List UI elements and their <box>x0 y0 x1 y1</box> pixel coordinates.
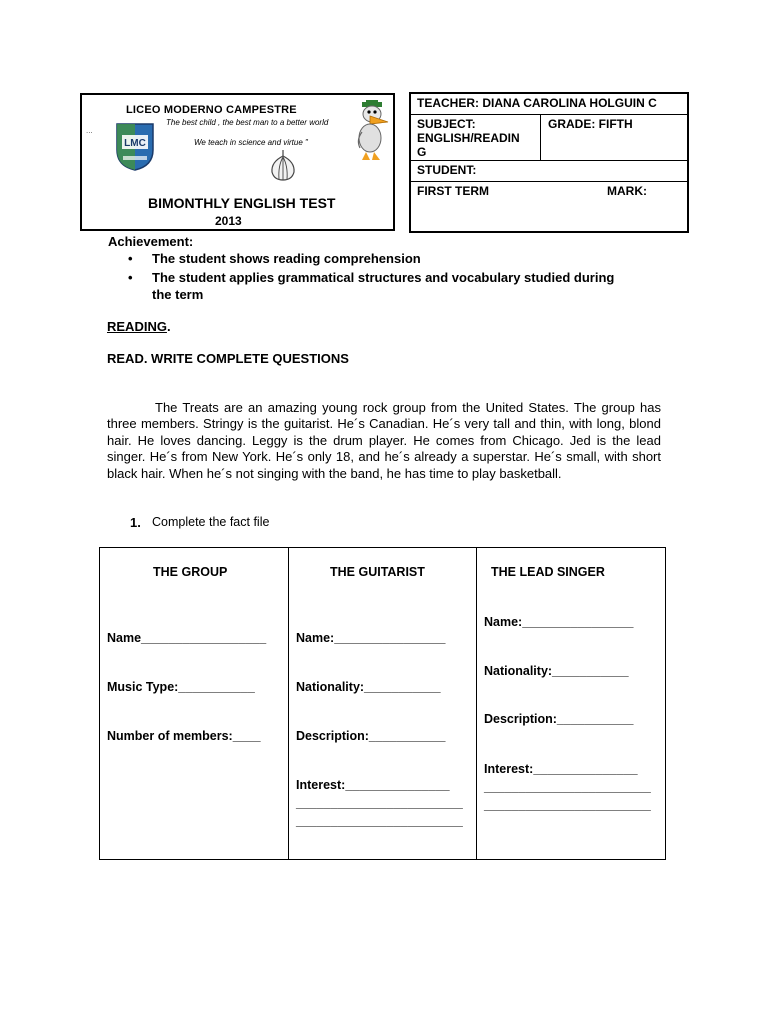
info-table-divider <box>411 114 687 115</box>
subject-value-cont: G <box>417 145 427 159</box>
guitarist-interest-field[interactable]: Interest:_______________ <box>296 778 450 792</box>
singer-nationality-field[interactable]: Nationality:___________ <box>484 664 629 678</box>
guitarist-title: THE GUITARIST <box>330 565 425 579</box>
singer-interest-field[interactable]: Interest:_______________ <box>484 762 638 776</box>
fact-table-divider <box>288 548 289 859</box>
term-field: FIRST TERM <box>417 184 489 198</box>
group-members-field[interactable]: Number of members:____ <box>107 729 261 743</box>
guitarist-description-field[interactable]: Description:___________ <box>296 729 446 743</box>
test-year: 2013 <box>215 214 242 228</box>
info-table <box>409 92 689 233</box>
grade-field: GRADE: FIFTH <box>548 117 633 131</box>
header-dots: ... <box>86 126 93 135</box>
logo-text: LMC <box>124 138 146 149</box>
pelican-mascot-icon <box>352 100 392 166</box>
achievement-item: The student shows reading comprehension <box>152 251 421 266</box>
question-number: 1. <box>130 515 141 530</box>
student-field[interactable]: STUDENT: <box>417 163 477 177</box>
singer-title: THE LEAD SINGER <box>491 565 605 579</box>
achievement-item-cont: the term <box>152 287 204 302</box>
reading-passage: The Treats are an amazing young rock group from the United States. The group has three members. Stringy is the guitarist. He´s Canadian. He´s very tall and thin, with long, blond hair. He loves dancing. Leggy is the drum player. He comes from Chicago. Jed is the lead singer. He´s from New York. He´s only 18, and he´s already a superstar. He´s small, with short black hair. When he´s not singing with the band, he has time to play basketball. <box>107 400 661 481</box>
fact-table-divider <box>476 548 477 859</box>
group-title: THE GROUP <box>153 565 228 579</box>
guitarist-name-field[interactable]: Name:________________ <box>296 631 446 645</box>
singer-description-field[interactable]: Description:___________ <box>484 712 634 726</box>
garlic-emblem-icon <box>268 148 298 182</box>
mark-field[interactable]: MARK: <box>607 184 647 198</box>
singer-answer-line[interactable]: ________________________ <box>484 798 651 812</box>
achievement-item: The student applies grammatical structures and vocabulary studied during <box>152 270 615 285</box>
subject-label: SUBJECT: <box>417 117 476 131</box>
fact-file-table <box>99 547 666 860</box>
teacher-field: TEACHER: DIANA CAROLINA HOLGUIN C <box>417 96 657 110</box>
bullet-icon: • <box>128 270 133 285</box>
reading-heading-dot: . <box>166 319 171 334</box>
guitarist-nationality-field[interactable]: Nationality:___________ <box>296 680 441 694</box>
achievement-title: Achievement: <box>108 234 194 249</box>
bullet-icon: • <box>128 251 133 266</box>
singer-name-field[interactable]: Name:________________ <box>484 615 634 629</box>
guitarist-answer-line[interactable]: ________________________ <box>296 814 463 828</box>
info-table-divider <box>411 181 687 182</box>
info-table-divider <box>540 114 541 161</box>
info-table-divider <box>411 160 687 161</box>
school-name: LICEO MODERNO CAMPESTRE <box>126 104 297 116</box>
group-music-field[interactable]: Music Type:___________ <box>107 680 255 694</box>
reading-instruction: READ. WRITE COMPLETE QUESTIONS <box>107 351 349 366</box>
school-motto-1: The best child , the best man to a better world <box>166 118 329 127</box>
group-name-field[interactable]: Name__________________ <box>107 631 267 645</box>
guitarist-answer-line[interactable]: ________________________ <box>296 796 463 810</box>
question-text: Complete the fact file <box>152 515 270 529</box>
reading-heading <box>107 319 171 334</box>
school-shield-logo <box>114 120 156 172</box>
subject-value: ENGLISH/READIN <box>417 131 520 145</box>
test-title: BIMONTHLY ENGLISH TEST <box>148 195 336 211</box>
school-motto-2: We teach in science and virtue " <box>194 138 308 147</box>
reading-heading-text: READING <box>107 319 167 334</box>
singer-answer-line[interactable]: ________________________ <box>484 780 651 794</box>
